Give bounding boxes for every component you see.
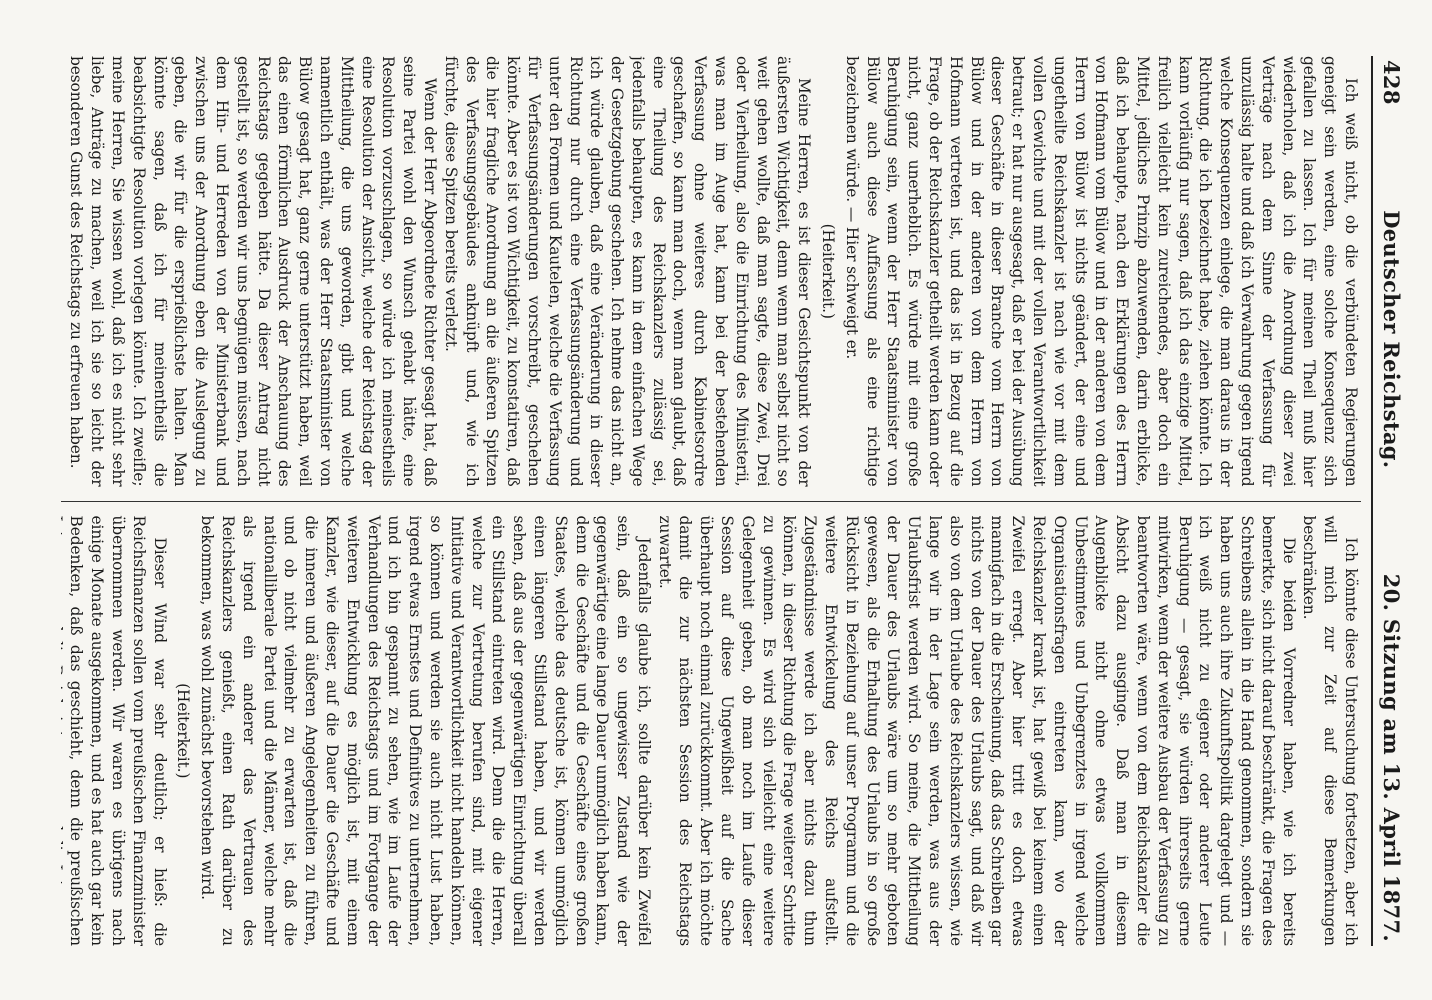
stage-direction: (Heiterkeit.) xyxy=(819,223,838,319)
stage-direction xyxy=(61,56,63,487)
stage-direction: (Heiterkeit.) xyxy=(174,683,193,779)
session-date: 20. Sitzung am 13. April 1877. xyxy=(1379,573,1404,942)
right-column xyxy=(61,501,1361,947)
paragraph: Meine Herren, es ist dieser Gesichtspunkt von der äußersten Wichtigkeit, denn wenn man selbst nicht so weit gehen wollte, daß man sagte, diese Zwei, Drei oder Vierheilung, also die Einrichtung des Ministerii, was man im Auge hat, kann bei der bestehenden Verfassung ohne weiteres durch Kabinetsordre geschaffen, so kann man doch, wenn man glaubt, daß eine Theilung des Reichskanzlers zulässig sei, jedenfalls behaupten, es kann in dem einfachen Wege der Gesetzgebung geschehen. Ich nehme das nicht an, ich würde glauben, daß eine Veränderung in dieser Richtung nur durch eine Verfassungsänderung und unter den Formen und Kautelen, welche die Verfassung für Verfassungsänderungen vorschreibt, geschehen könnte. Aber es ist von Wichtigkeit, zu konstatiren, daß die hier fragliche Anordnung an die äußeren Spitzen des Verfassungsgebäudes anknüpft und, wie ich fürchte, diese Spitzen bereits verletzt. xyxy=(441,56,814,487)
page-title: Deutscher Reichstag. xyxy=(1379,210,1404,469)
page-number: 428 xyxy=(1379,60,1404,105)
paragraph: Ich weiß nicht, ob die verbündeten Regierungen geneigt sein werden, eine solche Konsequenz sich gefallen zu lassen. Ich für meinen Theil muß hier wiederholen, daß ich die Anordnung dieser zwei Verträge nach dem Sinne der Verfassung für unzulässig halte und daß ich Verwahrung gegen irgend welche Konsequenzen einlege, die man daraus in der Richtung, die ich bezeichnet habe, ziehen könnte. Ich kann vorläufig nur sagen, daß ich das einzige Mittel, freilich vielleicht kein zureichendes, aber doch ein Mittel, jedliches Prinzip abzuwenden, darin erblicke, daß ich behaupte, nach den Erklärungen des Herrn von Hofmann vom Bülow und in der anderen von dem Herrn von Bülow ist nichts geändert, der eine und ungetheilte Reichskanzler ist nach wie vor mit dem vollen Gewichte und mit der vollen Verantwortlichkeit betraut; er hat nur ausgesagt, daß er bei der Ausübung dieser Geschäfte in dieser Branche vom Herrn von Bülow und in der anderen von dem Herrn von Hofmann vertreten ist, und das ist in Bezug auf die Frage, ob der Reichskanzler getheilt werden kann oder nicht, ganz unerheblich. Es würde mit eine große Beruhigung sein, wenn der Herr Staatsminister von Bülow auch diese Auffassung als eine richtige bezeichnen würde. — Hier schweigt er. xyxy=(842,56,1360,487)
paragraph: Die beiden Vorredner haben, wie ich bereits bemerkte, sich nicht darauf beschränkt, die Fragen des Schreibens allein in die Hand genommen, sondern sie haben uns auch ihre Zukunftspolitik dargelegt und — ich weiß nicht zu eigener oder anderer Leute Beruhigung — gesagt, sie würden ihrerseits gerne mitwirken, wenn der weitere Ausbau der Verfassung zu beantworten wäre, wenn von dem Reichskanzler die Absicht dazu ausginge. Daß man in diesem Augenblicke nicht ohne etwas vollkommen Unbestimmtes und Unbegrenztes in irgend welche Organisationsfragen eintreten kann, wo der Reichskanzler krank ist, hat gewiß bei keinem einen Zweifel erregt. Aber hier tritt es doch etwas mannigfach in die Erscheinung, daß das Schreiben gar nichts von der Dauer des Urlaubs sagt, und daß wir also von dem Urlaube des Reichskanzlers wissen, wie lange wir in der Lage sein werden, was aus der Urlaubsfrist werden wird. So meine, die Mittheilung der Dauer des Urlaubs wäre um so mehr geboten gewesen, als die Erhaltung des Urlaubs in so große Rücksicht in Beziehung auf unser Programm und die weitere Entwickelung des Reichs aufstellt. Zugeständnisse werde ich aber nichts dazu thun können, in dieser Richtung die Frage weiterer Schritte zu gewinnen. Es wird sich vielleicht eine weitere Gelegenheit geben, ob man noch im Laufe dieser Session auf diese Ungewißheit auf die Sache überhaupt noch einmal zurückkommt. Aber ich möchte damit die zur nächsten Session des Reichstags zuwartet. xyxy=(655,515,1298,946)
paragraph: Ich könnte diese Untersuchung fortsetzen, aber ich will mich zur Zeit auf diese Bemerkungen beschränken. xyxy=(1300,515,1360,946)
left-column xyxy=(61,56,1361,501)
paragraph: Wenn der Herr Abgeordnete Richter gesagt hat, daß seine Partei wohl den Wunsch gehabt hätte, eine Resolution vorzuschlagen, so würde ich meinestheils eine Resolution der Ansicht, welche der Reichstag der Mittheilung, die uns geworden, gibt und welche namentlich enthält, was der Herr Staatsminister von Bülow gesagt hat, ganz gerne unterstützt haben, weil das einen förmlichen Ausdruck der Anschauung des Reichstags gegeben hätte. Da dieser Antrag nicht gestellt ist, so werden wir uns begnügen müssen, nach dem Hin- und Herreden von der Ministerbank und zwischen uns der Anordnung eben die Auslegung zu geben, die wir für die ersprießlichste halten. Man könnte sagen, daß ich für meinentheils die beabsichtigte Resolution vorlegen könnte. Ich zweifle; meine Herren, Sie wissen wohl, daß ich es nicht sehr liebe, Anträge zu machen, weil ich sie so leicht der besonderen Gunst des Reichstags zu erfreuen haben. xyxy=(67,56,439,487)
text-columns xyxy=(61,56,1361,946)
paragraph: Jedenfalls glaube ich, sollte darüber kein Zweifel sein, daß ein so ungewisser Zustand wie der gegenwärtige eine lange Dauer unmöglich haben kann, denn die Geschäfte und die Geschäfte eines großen Staates, welche das deutsche ist, können unmöglich einen längeren Stillstand haben, und wir werden sehen, daß aus der gegenwärtigen Einrichtung überall ein Stillstand eintreten wird. Denn die die Herren, welche zur Vertretung berufen sind, mit eigener Initiative und Verantwortlichkeit nicht handeln können, so können und werden sie auch nicht Lust haben, irgend etwas Ernstes und Definitives zu unternehmen, und ich bin gespannt zu sehen, wie im Laufe der Verhandlungen des Reichstags und im Fortgange der weiteren Entwicklung es möglich ist, mit einem Kanzler, wie dieser, auf die Dauer die Geschäfte und die inneren und äußeren Angelegenheiten zu führen, und ob nicht vielmehr zu erwarten ist, daß die nationalliberale Partei und die Männer, welche mehr als irgend ein anderer das Vertrauen des Reichskanzlers genießt, einen Rath darüber zu bekommen, was wohl zunächst bevorstehen wird. xyxy=(198,515,653,946)
page-header xyxy=(1371,56,1404,946)
paragraph: Dieser Wind war sehr deutlich; er hieß: die Reichsfinanzen sollen vom preußischen Finanzminister übernommen werden. Wir waren es übrigens nach einige Monate ausgekommen, und es hat auch gar kein Bedenken, daß das geschieht, denn die preußischen Interessen und die Reichsinteressen und die Interessen xyxy=(61,515,169,946)
